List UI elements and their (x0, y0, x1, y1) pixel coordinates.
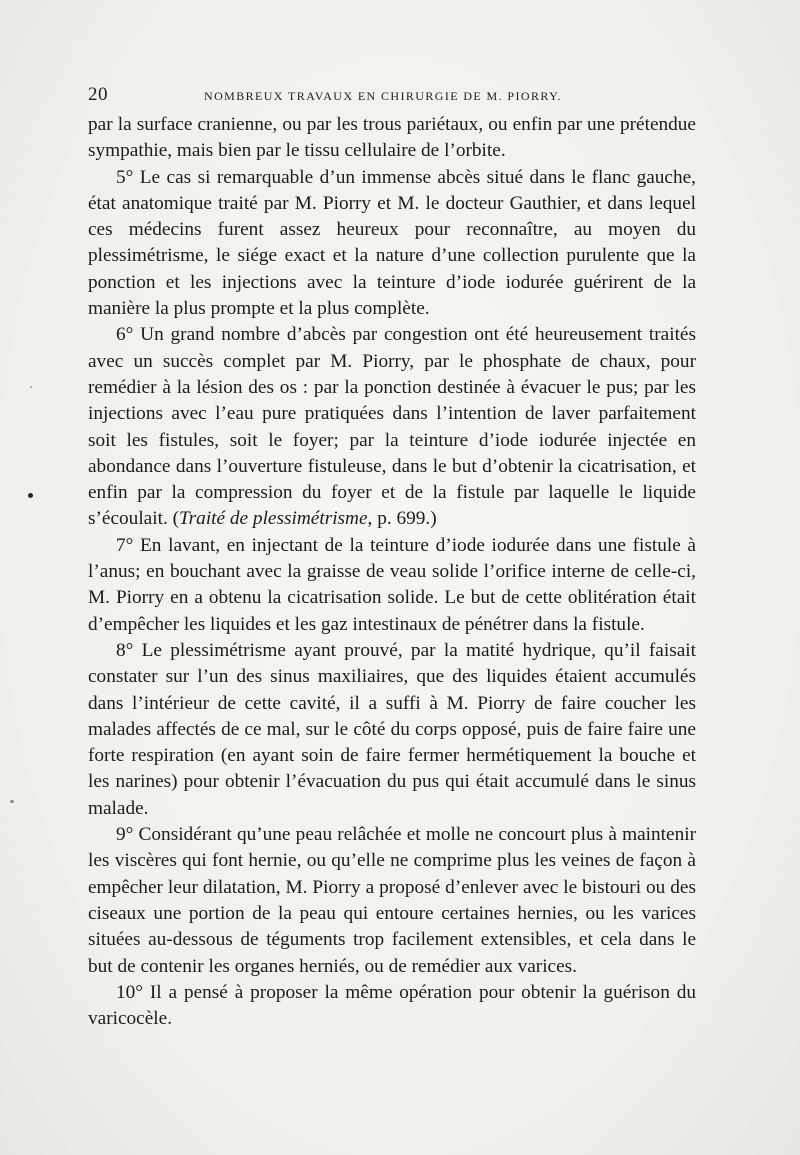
running-title: NOMBREUX TRAVAUX EN CHIRURGIE DE M. PIORRY. (204, 89, 563, 103)
page-header (88, 84, 694, 110)
ink-spot (30, 386, 32, 388)
paragraph-item-9: 9° Considérant qu’une peau relâchée et molle ne concourt plus à maintenir les viscères qui font hernie, ou qu’elle ne comprime plus les veines de façon à empêcher leur dilatation, M. Piorry a proposé d’enlever avec le bistouri ou des ciseaux une portion de la peau qui entoure certaines hernies, ou les varices situées au-dessous de téguments trop facilement extensibles, et cela dans le but de contenir les organes herniés, ou de remédier aux varices. (88, 824, 696, 977)
paragraph-item-10: 10° Il a pensé à proposer la même opération pour obtenir la guérison du varicocèle. (88, 981, 696, 1030)
page-number: 20 (88, 84, 108, 105)
paragraph-item-6-text: 6° Un grand nombre d’abcès par congestion ont été heureusement traités avec un succès complet par M. Piorry, par le phosphate de chaux, pour remédier à la lésion des os : par la ponction destinée à évacuer le pus; par les injections avec l’eau pure pratiquées dans l’intention de laver parfaitement soit les fistules, soit le foyer; par la teinture d’iode iodurée injectée en abondance dans l’ouverture fistuleuse, dans le but d’obtenir la cicatrisation, et enfin par la compression du foyer et de la fistule par laquelle le liquide s’écoulait. ( (88, 324, 696, 530)
ink-spot (10, 800, 14, 803)
ink-spot (28, 493, 33, 498)
paragraph-item-7: 7° En lavant, en injectant de la teinture d’iode iodurée dans une fistule à l’anus; en bouchant avec la graisse de veau solide l’orifice interne de celle-ci, M. Piorry en a obtenu la cicatrisation solide. Le but de cette oblitération était d’empêcher les liquides et les gaz intestinaux de pénétrer dans la fistule. (88, 534, 696, 635)
paragraph-continuation: par la surface cranienne, ou par les trous pariétaux, ou enfin par une prétendue sympathie, mais bien par le tissu cellulaire de l’orbite. (88, 114, 696, 162)
paragraph-item-5: 5° Le cas si remarquable d’un immense abcès situé dans le flanc gauche, état anatomique traité par M. Piorry et M. le docteur Gauthier, et dans lequel ces médecins furent assez heureux pour reconnaître, au moyen du plessimétrisme, le siége exact et la nature d’une collection purulente que la ponction et les injections avec la teinture d’iode iodurée guérirent de la manière la plus prompte et la plus complète. (88, 166, 696, 320)
book-reference: Traité de plessimétrisme (179, 508, 368, 530)
paragraph-item-8: 8° Le plessimétrisme ayant prouvé, par la matité hydrique, qu’il faisait constater sur l’un des sinus maxiliaires, que des liquides étaient accumulés dans l’intérieur de cette cavité, il a suffi à M. Piorry de faire coucher les malades affectés de ce mal, sur le côté du corps opposé, puis de faire faire une forte respiration (en ayant soin de faire fermer hermétiquement la bouche et les narines) pour obtenir l’évacuation du pus qui était accumulé dans le sinus malade. (88, 639, 696, 819)
paragraph-item-6 (88, 322, 696, 532)
page-reference: , p. 699.) (367, 508, 437, 530)
body-text (88, 112, 696, 1032)
